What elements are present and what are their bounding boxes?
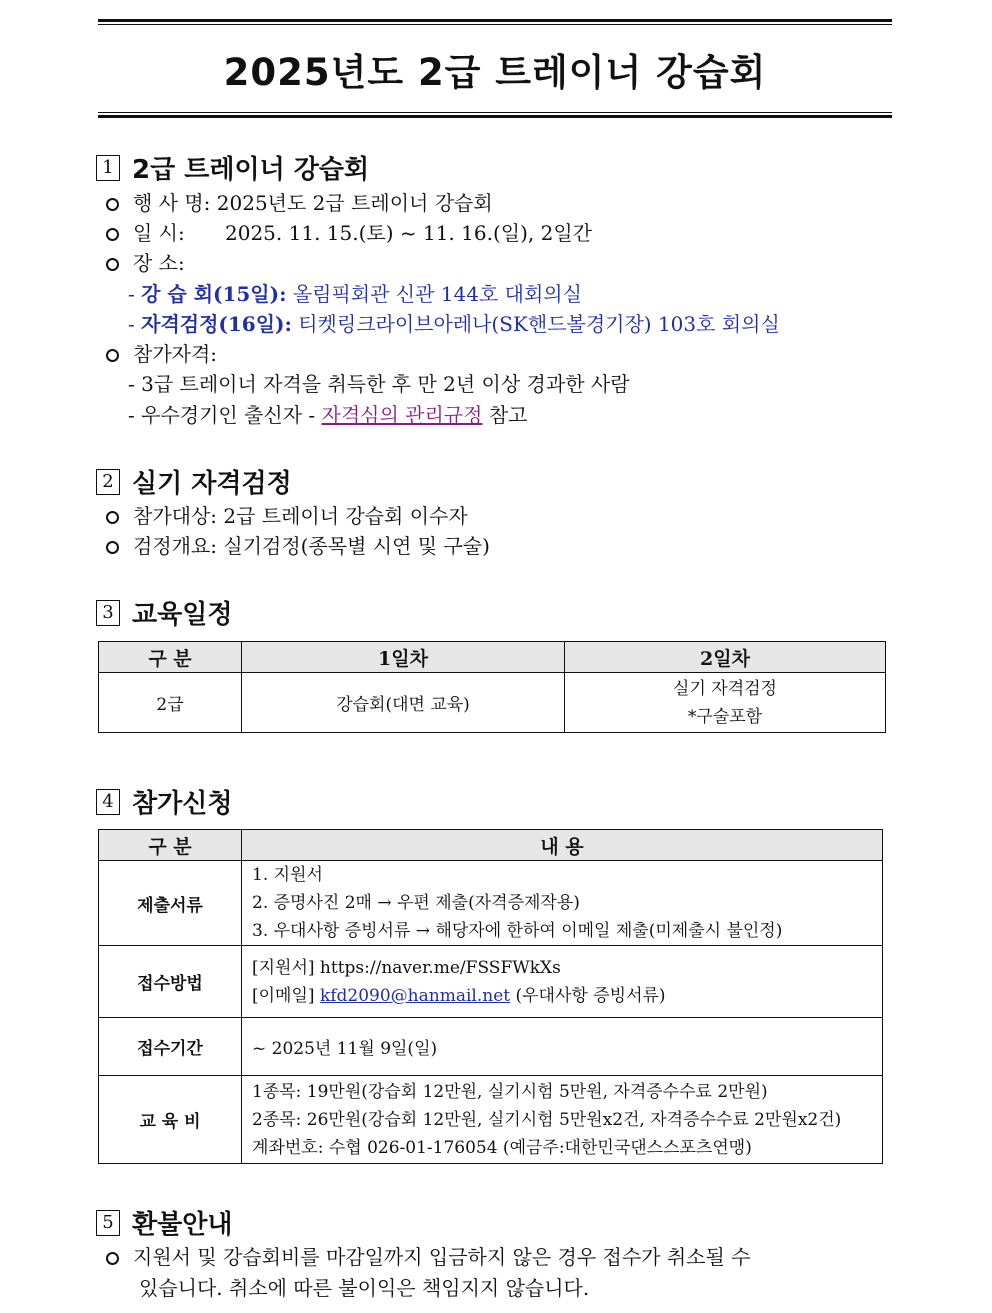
qualification-item-2: - 우수경기인 출신자 - 자격심의 관리규정 참고 (128, 403, 528, 427)
table-row: 접수방법 [지원서] https://naver.me/FSSFWkXs [이메일] kfd2090@hanmail.net (우대사항 증빙서류) (99, 946, 883, 1018)
section-number: 5 (96, 1210, 120, 1236)
section-title: 환불안내 (132, 1210, 233, 1240)
schedule-table (98, 641, 886, 733)
table-row: 제출서류 1. 지원서 2. 증명사진 2매 → 우편 제출(자격증제작용) 3. 우대사항 증빙서류 → 해당자에 한하여 이메일 제출(미제출시 불인정) (99, 861, 883, 946)
qualification-item-1: - 3급 트레이너 자격을 취득한 후 만 2년 이상 경과한 사람 (128, 372, 630, 396)
email-link[interactable]: kfd2090@hanmail.net (319, 985, 511, 1006)
circle-bullet-icon (106, 258, 119, 271)
section-number: 4 (96, 789, 120, 815)
place-exam-line: - 자격검정(16일): 티켓링크라이브아레나(SK핸드볼경기장) 103호 회의실 (128, 312, 780, 336)
section-title: 교육일정 (132, 600, 233, 630)
regulation-link[interactable]: 자격심의 관리규정 (321, 403, 483, 427)
section-number: 3 (96, 600, 120, 626)
table-header-row: 구 분 내 용 (99, 830, 883, 861)
circle-bullet-icon (106, 349, 119, 362)
section-2-heading (96, 463, 292, 500)
section-3-heading (96, 594, 232, 631)
circle-bullet-icon (106, 511, 119, 524)
section-number: 1 (96, 155, 120, 181)
circle-bullet-icon (106, 198, 119, 211)
exam-target-line: 참가대상: 2급 트레이너 강습회 이수자 (106, 502, 468, 530)
section-5-heading (96, 1204, 232, 1241)
refund-line-1: 지원서 및 강습회비를 마감일까지 입금하지 않은 경우 접수가 취소될 수 (106, 1243, 751, 1271)
application-table (98, 829, 883, 1164)
title-rule-bottom (98, 115, 892, 118)
application-form-link[interactable]: [지원서] https://naver.me/FSSFWkXs (252, 957, 561, 978)
place-lecture-line: - 강 습 회(15일): 올림픽회관 신관 144호 대회의실 (128, 282, 582, 306)
table-header-row: 구 분 1일차 2일차 (99, 642, 886, 673)
section-number: 2 (96, 469, 120, 495)
page-title: 2025년도 2급 트레이너 강습회 (223, 51, 767, 94)
circle-bullet-icon (106, 541, 119, 554)
section-1-heading (96, 149, 369, 186)
section-title: 참가신청 (132, 789, 233, 819)
place-line: 장 소: (106, 249, 185, 277)
refund-line-2: 있습니다. 취소에 따른 불이익은 책임지지 않습니다. (139, 1276, 590, 1300)
section-4-heading (96, 783, 232, 820)
exam-overview-line: 검정개요: 실기검정(종목별 시연 및 구술) (106, 532, 490, 560)
qualification-line: 참가자격: (106, 340, 217, 368)
circle-bullet-icon (106, 228, 119, 241)
section-title: 2급 트레이너 강습회 (132, 155, 370, 185)
circle-bullet-icon (106, 1252, 119, 1265)
title-rule-bottom-thin (98, 112, 892, 113)
title-rule-top (98, 19, 892, 22)
section-title: 실기 자격검정 (132, 469, 292, 499)
table-row: 교 육 비 1종목: 19만원(강습회 12만원, 실기시험 5만원, 자격증수수료 2만원) 2종목: 26만원(강습회 12만원, 실기시험 5만원x2건, 자격증수수료 2만원x2건) 계좌번호: 수협 026-01-176054 (예금주:대한민국댄스스포츠연맹) (99, 1076, 883, 1164)
event-name-line: 행 사 명: 2025년도 2급 트레이너 강습회 (106, 189, 493, 217)
table-row: 접수기간 ~ 2025년 11월 9일(일) (99, 1018, 883, 1076)
table-row: 2급 강습회(대면 교육) 실기 자격검정 *구술포함 (99, 673, 886, 733)
title-rule-top-thin (98, 24, 892, 25)
date-line: 일 시: 2025. 11. 15.(토) ~ 11. 16.(일), 2일간 (106, 219, 592, 247)
